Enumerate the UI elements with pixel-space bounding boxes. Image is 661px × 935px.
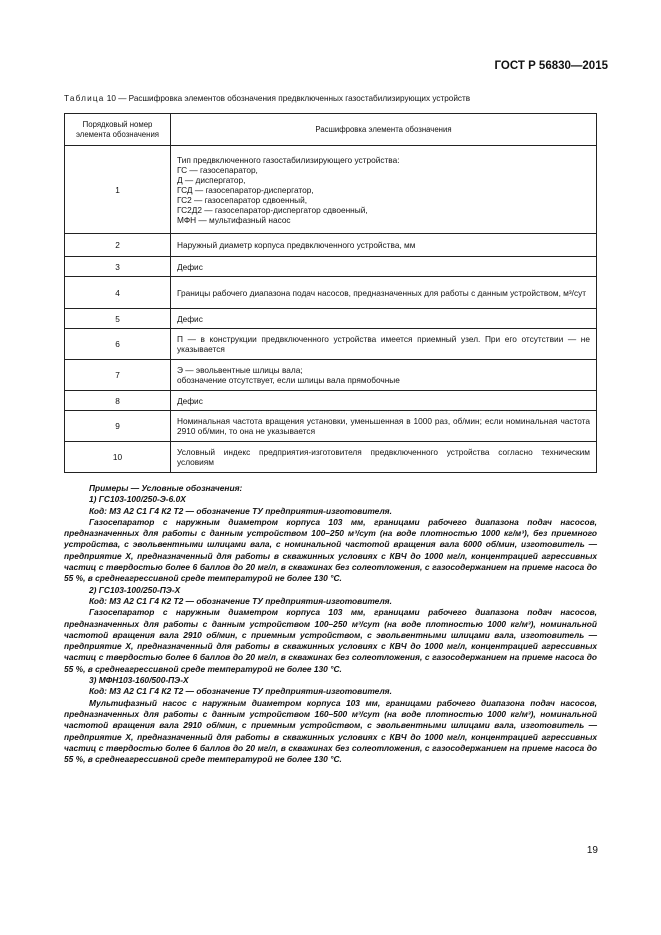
description-line: МФН — мультифазный насос <box>177 214 291 225</box>
description-line: ГС2Д2 — газосепаратор-диспергатор сдвоенный, <box>177 204 368 215</box>
description-line: Тип предвключенного газостабилизирующего устройства: <box>177 154 400 165</box>
row-description <box>171 442 597 473</box>
example-code: Код: М3 А2 С1 Г4 К2 Т2 — обозначение ТУ предприятия-изготовителя. <box>89 595 392 606</box>
row-description <box>171 329 597 360</box>
table-row <box>65 391 597 411</box>
examples-heading: Примеры — Условные обозначения: <box>89 483 243 493</box>
designation-table <box>64 113 597 473</box>
table-row <box>65 360 597 391</box>
example-title: 1) ГС103-100/250-Э-6.0Х <box>89 494 186 505</box>
example-description: Мультифазный насос с наружным диаметром корпуса 103 мм, границами рабочего диапазона подач насосов, предназначенных для работы с данным устройством 160–500 м³/сут (на воде плотностью 1000 кг/м³), номинальной частотой вращения вала 2910 об/мин, с приемным устройством, с эвольвентными шлицами вала, изготовитель — предприятие Х, предназначенный для работы в скважинных условиях с КВЧ до 1000 мг/л, концентрацией агрессивных частиц с твердостью более 6 баллов до 20 мг/л, в скважинах без солеотложения, с газосодержанием на приеме насоса до 55 %, в среднеагрессивной среде температурой не более 130 °С. <box>64 697 597 765</box>
row-description <box>171 411 597 442</box>
table-row <box>65 277 597 309</box>
row-number: 10 <box>65 442 171 473</box>
description-line: Дефис <box>177 261 203 272</box>
description-line: ГС2 — газосепаратор сдвоенный, <box>177 194 308 205</box>
description-line: Условный индекс предприятия-изготовителя предвключенного устройства согласно техническим условиям <box>177 447 590 467</box>
table-row <box>65 234 597 257</box>
example-description: Газосепаратор с наружным диаметром корпуса 103 мм, границами рабочего диапазона подач насосов, предназначенных для работы с данным устройством 100–250 м³/сут (на воде плотностью 1000 кг/м³), без приемного устройства, с эвольвентными шлицами вала, с номинальной частотой вращения вала 6000 об/мин, изготовитель — предприятие Х, предназначенный для работы в скважинных условиях с КВЧ до 1000 мг/л, концентрацией агрессивных частиц с твердостью более 6 баллов до 20 мг/л, в скважинах без солеотложения, с газосодержанием на приеме насоса до 55 %, в среднеагрессивной среде температурой не более 130 °С. <box>64 516 597 584</box>
row-description <box>171 391 597 411</box>
table-row <box>65 329 597 360</box>
table-row <box>65 146 597 234</box>
description-line: обозначение отсутствует, если шлицы вала прямобочные <box>177 375 400 385</box>
row-description <box>171 277 597 309</box>
table-row <box>65 257 597 277</box>
description-line: Э — эвольвентные шлицы вала; <box>177 365 303 375</box>
description-line: Наружный диаметр корпуса предвключенного устройства, мм <box>177 240 416 250</box>
caption-number: 10 <box>106 94 116 103</box>
row-description <box>171 309 597 329</box>
document-id: ГОСТ Р 56830—2015 <box>494 60 608 72</box>
row-description <box>171 234 597 257</box>
row-description <box>171 146 597 234</box>
row-number: 1 <box>65 146 171 234</box>
row-description <box>171 257 597 277</box>
description-line: Номинальная частота вращения установки, уменьшенная в 1000 раз, об/мин; если номинальная частота 2910 об/мин, то она не указывается <box>177 416 590 436</box>
table-caption <box>64 94 470 103</box>
example-description: Газосепаратор с наружным диаметром корпуса 103 мм, границами рабочего диапазона подач насосов, предназначенных для работы с данным устройством 100–250 м³/сут (на воде плотностью 1000 кг/м³), номинальной частотой вращения вала 2910 об/мин, с приемным устройством, с эвольвентными шлицами вала, изготовитель — предприятие Х, предназначенный для работы в скважинных условиях с КВЧ до 1000 мг/л, концентрацией агрессивных частиц с твердостью более 6 баллов до 20 мг/л, в скважинах без солеотложения, с газосодержанием на приеме насоса до 55 %, в среднеагрессивной среде температурой не более 130 °С. <box>64 607 597 674</box>
description-line: Д — диспергатор, <box>177 174 246 185</box>
example-title: 3) МФН103-160/500-ПЭ-Х <box>89 675 189 686</box>
row-number: 9 <box>65 411 171 442</box>
description-line: Дефис <box>177 313 203 324</box>
caption-label: Таблица <box>64 94 105 103</box>
description-line: ГС — газосепаратор, <box>177 164 258 175</box>
row-number: 4 <box>65 277 171 309</box>
row-number: 6 <box>65 329 171 360</box>
table-row <box>65 442 597 473</box>
row-number: 2 <box>65 234 171 257</box>
example-title: 2) ГС103-100/250-ПЭ-Х <box>89 584 181 595</box>
row-number: 8 <box>65 391 171 411</box>
caption-title: — Расшифровка элементов обозначения предвключенных газостабилизирующих устройств <box>118 94 471 103</box>
row-description <box>171 360 597 391</box>
row-number: 5 <box>65 309 171 329</box>
description-line: Дефис <box>177 395 203 406</box>
description-line: Границы рабочего диапазона подач насосов, предназначенных для работы с данным устройством, м³/сут <box>177 287 587 298</box>
page-number: 19 <box>586 845 598 856</box>
description-line: ГСД — газосепаратор-диспергатор, <box>177 184 314 195</box>
col-header-number: Порядковый номер элемента обозначения <box>65 114 171 146</box>
description-line: П — в конструкции предвключенного устройства имеется приемный узел. При его отсутствии — не указывается <box>177 334 590 354</box>
examples-section <box>64 483 597 765</box>
table-row <box>65 309 597 329</box>
table-row <box>65 411 597 442</box>
col-header-description: Расшифровка элемента обозначения <box>171 114 597 146</box>
row-number: 7 <box>65 360 171 391</box>
example-code: Код: М3 А2 С1 Г4 К2 Т2 — обозначение ТУ предприятия-изготовителя. <box>89 686 392 697</box>
example-code: Код: М3 А2 С1 Г4 К2 Т2 — обозначение ТУ предприятия-изготовителя. <box>89 505 392 516</box>
table-header-row <box>65 114 597 146</box>
row-number: 3 <box>65 257 171 277</box>
